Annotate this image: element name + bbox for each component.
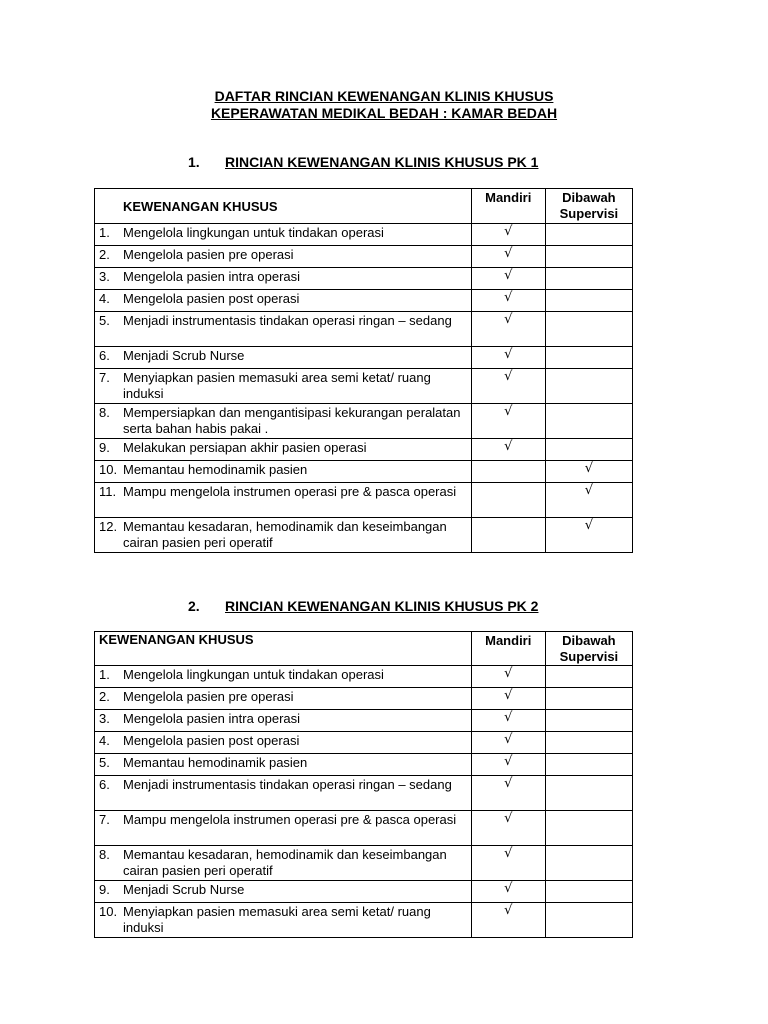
- mandiri-check-cell: √: [471, 776, 545, 811]
- table-row: [95, 439, 633, 461]
- item-text: Mengelola pasien intra operasi: [123, 269, 301, 284]
- mandiri-check-cell: [471, 483, 545, 518]
- table-row: [95, 369, 633, 404]
- table-row: [95, 483, 633, 518]
- column-header-supervisi-line2: Supervisi: [559, 206, 619, 221]
- table-row: [95, 710, 633, 732]
- item-cell: [95, 369, 472, 404]
- section-title: RINCIAN KEWENANGAN KLINIS KHUSUS PK 1: [225, 154, 539, 170]
- item-number: 7.: [99, 812, 110, 827]
- item-number: 5.: [99, 755, 110, 770]
- supervisi-check-cell: [545, 732, 632, 754]
- mandiri-check-cell: √: [471, 881, 545, 903]
- table-row: [95, 776, 633, 811]
- supervisi-check-cell: [545, 688, 632, 710]
- item-text: Mengelola lingkungan untuk tindakan operasi: [123, 667, 384, 682]
- supervisi-check-cell: [545, 754, 632, 776]
- mandiri-check-cell: √: [471, 268, 545, 290]
- supervisi-check-cell: [545, 347, 632, 369]
- supervisi-check-cell: [545, 224, 632, 246]
- item-text: Menjadi instrumentasis tindakan operasi ringan – sedang: [123, 313, 452, 328]
- mandiri-check-cell: √: [471, 290, 545, 312]
- item-cell: [95, 246, 472, 268]
- mandiri-check-cell: √: [471, 312, 545, 347]
- item-text: Mampu mengelola instrumen operasi pre & pasca operasi: [123, 484, 457, 499]
- item-cell: [95, 732, 472, 754]
- mandiri-check-cell: √: [471, 347, 545, 369]
- table-row: [95, 290, 633, 312]
- item-number: 8.: [99, 847, 110, 862]
- item-cell: [95, 776, 472, 811]
- item-number: 6.: [99, 348, 110, 363]
- item-text: Memantau hemodinamik pasien: [123, 462, 308, 477]
- item-number: 8.: [99, 405, 110, 420]
- item-text: Menyiapkan pasien memasuki area semi ketat/ ruang induksi: [123, 904, 431, 935]
- table-row: [95, 881, 633, 903]
- section-number: 1.: [188, 154, 200, 170]
- item-cell: [95, 903, 472, 938]
- item-text: Mempersiapkan dan mengantisipasi kekurangan peralatan serta bahan habis pakai .: [123, 405, 461, 436]
- item-cell: [95, 404, 472, 439]
- column-header-mandiri: Mandiri: [471, 189, 545, 224]
- item-number: 3.: [99, 711, 110, 726]
- supervisi-check-cell: [545, 881, 632, 903]
- item-cell: [95, 439, 472, 461]
- item-number: 1.: [99, 667, 110, 682]
- table-row: [95, 347, 633, 369]
- mandiri-check-cell: √: [471, 688, 545, 710]
- competency-table: [94, 188, 633, 553]
- supervisi-check-cell: √: [545, 518, 632, 553]
- item-number: 6.: [99, 777, 110, 792]
- mandiri-check-cell: √: [471, 439, 545, 461]
- supervisi-check-cell: [545, 811, 632, 846]
- item-text: Mengelola pasien intra operasi: [123, 711, 301, 726]
- item-cell: [95, 483, 472, 518]
- document-title-line-1: DAFTAR RINCIAN KEWENANGAN KLINIS KHUSUS: [214, 88, 554, 104]
- mandiri-check-cell: √: [471, 224, 545, 246]
- item-number: 7.: [99, 370, 110, 385]
- table-row: [95, 754, 633, 776]
- item-number: 10.: [99, 462, 118, 477]
- item-text: Mengelola pasien pre operasi: [123, 247, 294, 262]
- item-number: 1.: [99, 225, 110, 240]
- table-row: [95, 268, 633, 290]
- supervisi-check-cell: [545, 312, 632, 347]
- item-text: Mengelola pasien post operasi: [123, 733, 300, 748]
- mandiri-check-cell: √: [471, 710, 545, 732]
- item-text: Mengelola pasien pre operasi: [123, 689, 294, 704]
- supervisi-check-cell: [545, 290, 632, 312]
- document-title-line-2: KEPERAWATAN MEDIKAL BEDAH : KAMAR BEDAH: [210, 105, 558, 121]
- table-row: [95, 246, 633, 268]
- table-row: [95, 666, 633, 688]
- supervisi-check-cell: √: [545, 461, 632, 483]
- item-cell: [95, 811, 472, 846]
- section-heading: [188, 154, 538, 171]
- table-row: [95, 846, 633, 881]
- table-row: [95, 404, 633, 439]
- item-cell: [95, 224, 472, 246]
- section-number: 2.: [188, 598, 200, 614]
- table-row: [95, 732, 633, 754]
- item-number: 3.: [99, 269, 110, 284]
- item-text: Menjadi Scrub Nurse: [123, 882, 245, 897]
- mandiri-check-cell: [471, 461, 545, 483]
- table-row: [95, 811, 633, 846]
- supervisi-check-cell: [545, 246, 632, 268]
- supervisi-check-cell: [545, 710, 632, 732]
- supervisi-check-cell: [545, 846, 632, 881]
- supervisi-check-cell: [545, 903, 632, 938]
- item-cell: [95, 710, 472, 732]
- supervisi-check-cell: [545, 776, 632, 811]
- table-row: [95, 312, 633, 347]
- item-text: Melakukan persiapan akhir pasien operasi: [123, 440, 367, 455]
- item-cell: [95, 268, 472, 290]
- mandiri-check-cell: √: [471, 666, 545, 688]
- item-text: Mengelola lingkungan untuk tindakan operasi: [123, 225, 384, 240]
- item-text: Menjadi instrumentasis tindakan operasi ringan – sedang: [123, 777, 452, 792]
- mandiri-check-cell: √: [471, 369, 545, 404]
- item-number: 5.: [99, 313, 110, 328]
- column-header-item: KEWENANGAN KHUSUS: [95, 632, 472, 666]
- mandiri-check-cell: √: [471, 404, 545, 439]
- item-cell: [95, 688, 472, 710]
- mandiri-check-cell: √: [471, 846, 545, 881]
- item-number: 4.: [99, 291, 110, 306]
- item-number: 2.: [99, 247, 110, 262]
- mandiri-check-cell: [471, 518, 545, 553]
- section-title: RINCIAN KEWENANGAN KLINIS KHUSUS PK 2: [225, 598, 539, 614]
- competency-table: [94, 631, 633, 938]
- item-number: 4.: [99, 733, 110, 748]
- table-row: [95, 903, 633, 938]
- column-header-item: KEWENANGAN KHUSUS: [95, 189, 472, 224]
- column-header-supervisi-line1: Dibawah: [562, 190, 616, 205]
- mandiri-check-cell: √: [471, 811, 545, 846]
- mandiri-check-cell: √: [471, 754, 545, 776]
- item-text: Mampu mengelola instrumen operasi pre & pasca operasi: [123, 812, 457, 827]
- item-cell: [95, 347, 472, 369]
- column-header-supervisi-line2: Supervisi: [559, 649, 619, 664]
- section-heading: [188, 598, 538, 615]
- supervisi-check-cell: [545, 666, 632, 688]
- item-cell: [95, 881, 472, 903]
- mandiri-check-cell: √: [471, 903, 545, 938]
- supervisi-check-cell: [545, 404, 632, 439]
- item-text: Mengelola pasien post operasi: [123, 291, 300, 306]
- item-text: Memantau kesadaran, hemodinamik dan keseimbangan cairan pasien peri operatif: [123, 847, 447, 878]
- column-header-supervisi: [545, 189, 632, 224]
- supervisi-check-cell: [545, 268, 632, 290]
- item-number: 9.: [99, 882, 110, 897]
- table-header-row: [95, 189, 633, 224]
- item-text: Menjadi Scrub Nurse: [123, 348, 245, 363]
- item-cell: [95, 290, 472, 312]
- column-header-supervisi-line1: Dibawah: [562, 633, 616, 648]
- column-header-mandiri: Mandiri: [471, 632, 545, 666]
- table-row: [95, 224, 633, 246]
- supervisi-check-cell: [545, 369, 632, 404]
- item-number: 10.: [99, 904, 118, 919]
- item-cell: [95, 518, 472, 553]
- item-text: Memantau kesadaran, hemodinamik dan keseimbangan cairan pasien peri operatif: [123, 519, 447, 550]
- item-cell: [95, 666, 472, 688]
- item-number: 11.: [99, 484, 117, 499]
- table-header-row: [95, 632, 633, 666]
- table-row: [95, 461, 633, 483]
- item-cell: [95, 846, 472, 881]
- mandiri-check-cell: √: [471, 246, 545, 268]
- item-cell: [95, 312, 472, 347]
- item-number: 2.: [99, 689, 110, 704]
- item-text: Menyiapkan pasien memasuki area semi ketat/ ruang induksi: [123, 370, 431, 401]
- item-number: 9.: [99, 440, 110, 455]
- column-header-supervisi: [545, 632, 632, 666]
- table-row: [95, 518, 633, 553]
- item-cell: [95, 461, 472, 483]
- item-number: 12.: [99, 519, 118, 534]
- supervisi-check-cell: √: [545, 483, 632, 518]
- item-text: Memantau hemodinamik pasien: [123, 755, 308, 770]
- table-row: [95, 688, 633, 710]
- item-cell: [95, 754, 472, 776]
- supervisi-check-cell: [545, 439, 632, 461]
- mandiri-check-cell: √: [471, 732, 545, 754]
